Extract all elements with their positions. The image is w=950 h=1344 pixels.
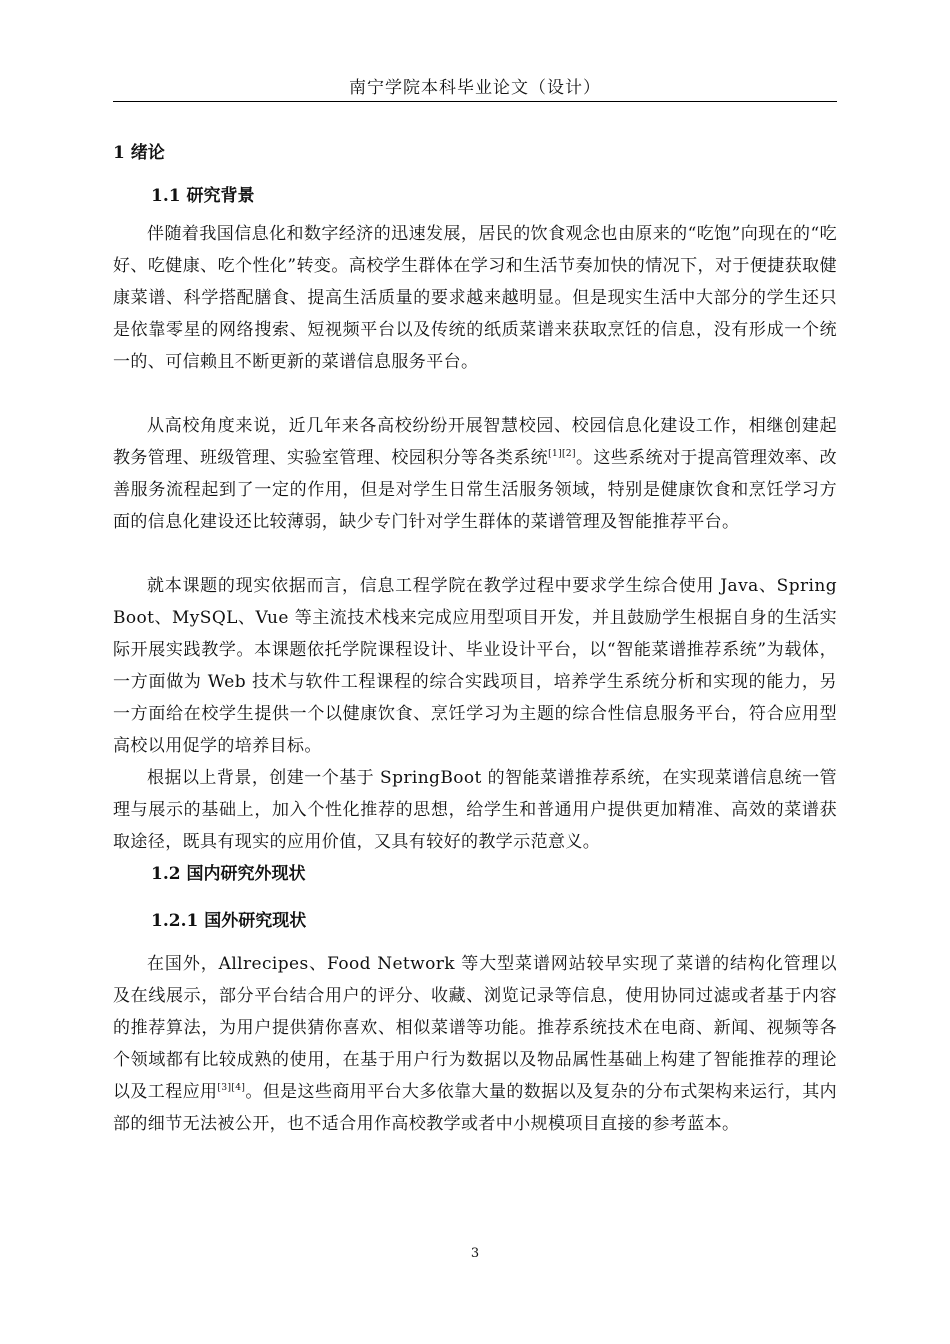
section-heading-1-2-1: 1.2.1 国外研究现状 xyxy=(151,911,307,931)
citation-ref: [1][2] xyxy=(548,449,576,459)
citation-ref: [3][4] xyxy=(217,1083,246,1093)
paragraph-text: 。这些系统对于提高管理效率、改善服务流程起到了一定的作用，但是对学生日常生活服务领域，特别是健康饮食和烹饪学习方面的信息化建设还比较薄弱，缺少专门针对学生群体的菜谱管理及智能推荐平台。 xyxy=(113,448,838,532)
section-heading-1-1: 1.1 研究背景 xyxy=(151,186,255,206)
section-heading-1-2: 1.2 国内研究外现状 xyxy=(151,864,306,884)
paragraph-background-4: 根据以上背景，创建一个基于 SpringBoot 的智能菜谱推荐系统，在实现菜谱信息统一管理与展示的基础上，加入个性化推荐的思想，给学生和普通用户提供更加精准、高效的菜谱获取途径，既具有现实的应用价值，又具有较好的教学示范意义。 xyxy=(113,768,837,852)
paragraph-text: 。但是这些商用平台大多依靠大量的数据以及复杂的分布式架构来运行，其内部的细节无法被公开，也不适合用作高校教学或者中小规模项目直接的参考蓝本。 xyxy=(113,1082,837,1134)
paragraph-background-3: 就本课题的现实依据而言，信息工程学院在教学过程中要求学生综合使用 Java、Spring Boot、MySQL、Vue 等主流技术栈来完成应用型项目开发，并且鼓励学生根据自身的生活实际开展实践教学。本课题依托学院课程设计、毕业设计平台，以“智能菜谱推荐系统”为载体，一方面做为 Web 技术与软件工程课程的综合实践项目，培养学生系统分析和实现的能力，另一方面给在校学生提供一个以健康饮食、烹饪学习为主题的综合性信息服务平台，符合应用型高校以用促学的培养目标。 xyxy=(113,576,837,756)
paragraph-text: 从高校角度来说，近几年来各高校纷纷开展智慧校园、校园信息化建设工作，相继创建起教务管理、班级管理、实验室管理、校园积分等各类系统 xyxy=(113,416,837,468)
header-rule xyxy=(113,101,837,102)
paragraph-background-2 xyxy=(113,410,837,538)
paragraph-background-1: 伴随着我国信息化和数字经济的迅速发展，居民的饮食观念也由原来的“吃饱”向现在的“吃好、吃健康、吃个性化”转变。高校学生群体在学习和生活节奏加快的情况下，对于便捷获取健康菜谱、科学搭配膳食、提高生活质量的要求越来越明显。但是现实生活中大部分的学生还只是依靠零星的网络搜索、短视频平台以及传统的纸质菜谱来获取烹饪的信息，没有形成一个统一的、可信赖且不断更新的菜谱信息服务平台。 xyxy=(113,224,837,372)
chapter-heading: 1 绪论 xyxy=(113,143,165,163)
paragraph-foreign-research xyxy=(113,948,837,1140)
running-header: 南宁学院本科毕业论文（设计） xyxy=(349,78,601,98)
paragraph-text: 在国外，Allrecipes、Food Network 等大型菜谱网站较早实现了菜谱的结构化管理以及在线展示，部分平台结合用户的评分、收藏、浏览记录等信息，使用协同过滤或者基于内容的推荐算法，为用户提供猜你喜欢、相似菜谱等功能。推荐系统技术在电商、新闻、视频等各个领域都有比较成熟的使用，在基于用户行为数据以及物品属性基础上构建了智能推荐的理论以及工程应用 xyxy=(113,954,837,1102)
page-number: 3 xyxy=(470,1246,480,1261)
